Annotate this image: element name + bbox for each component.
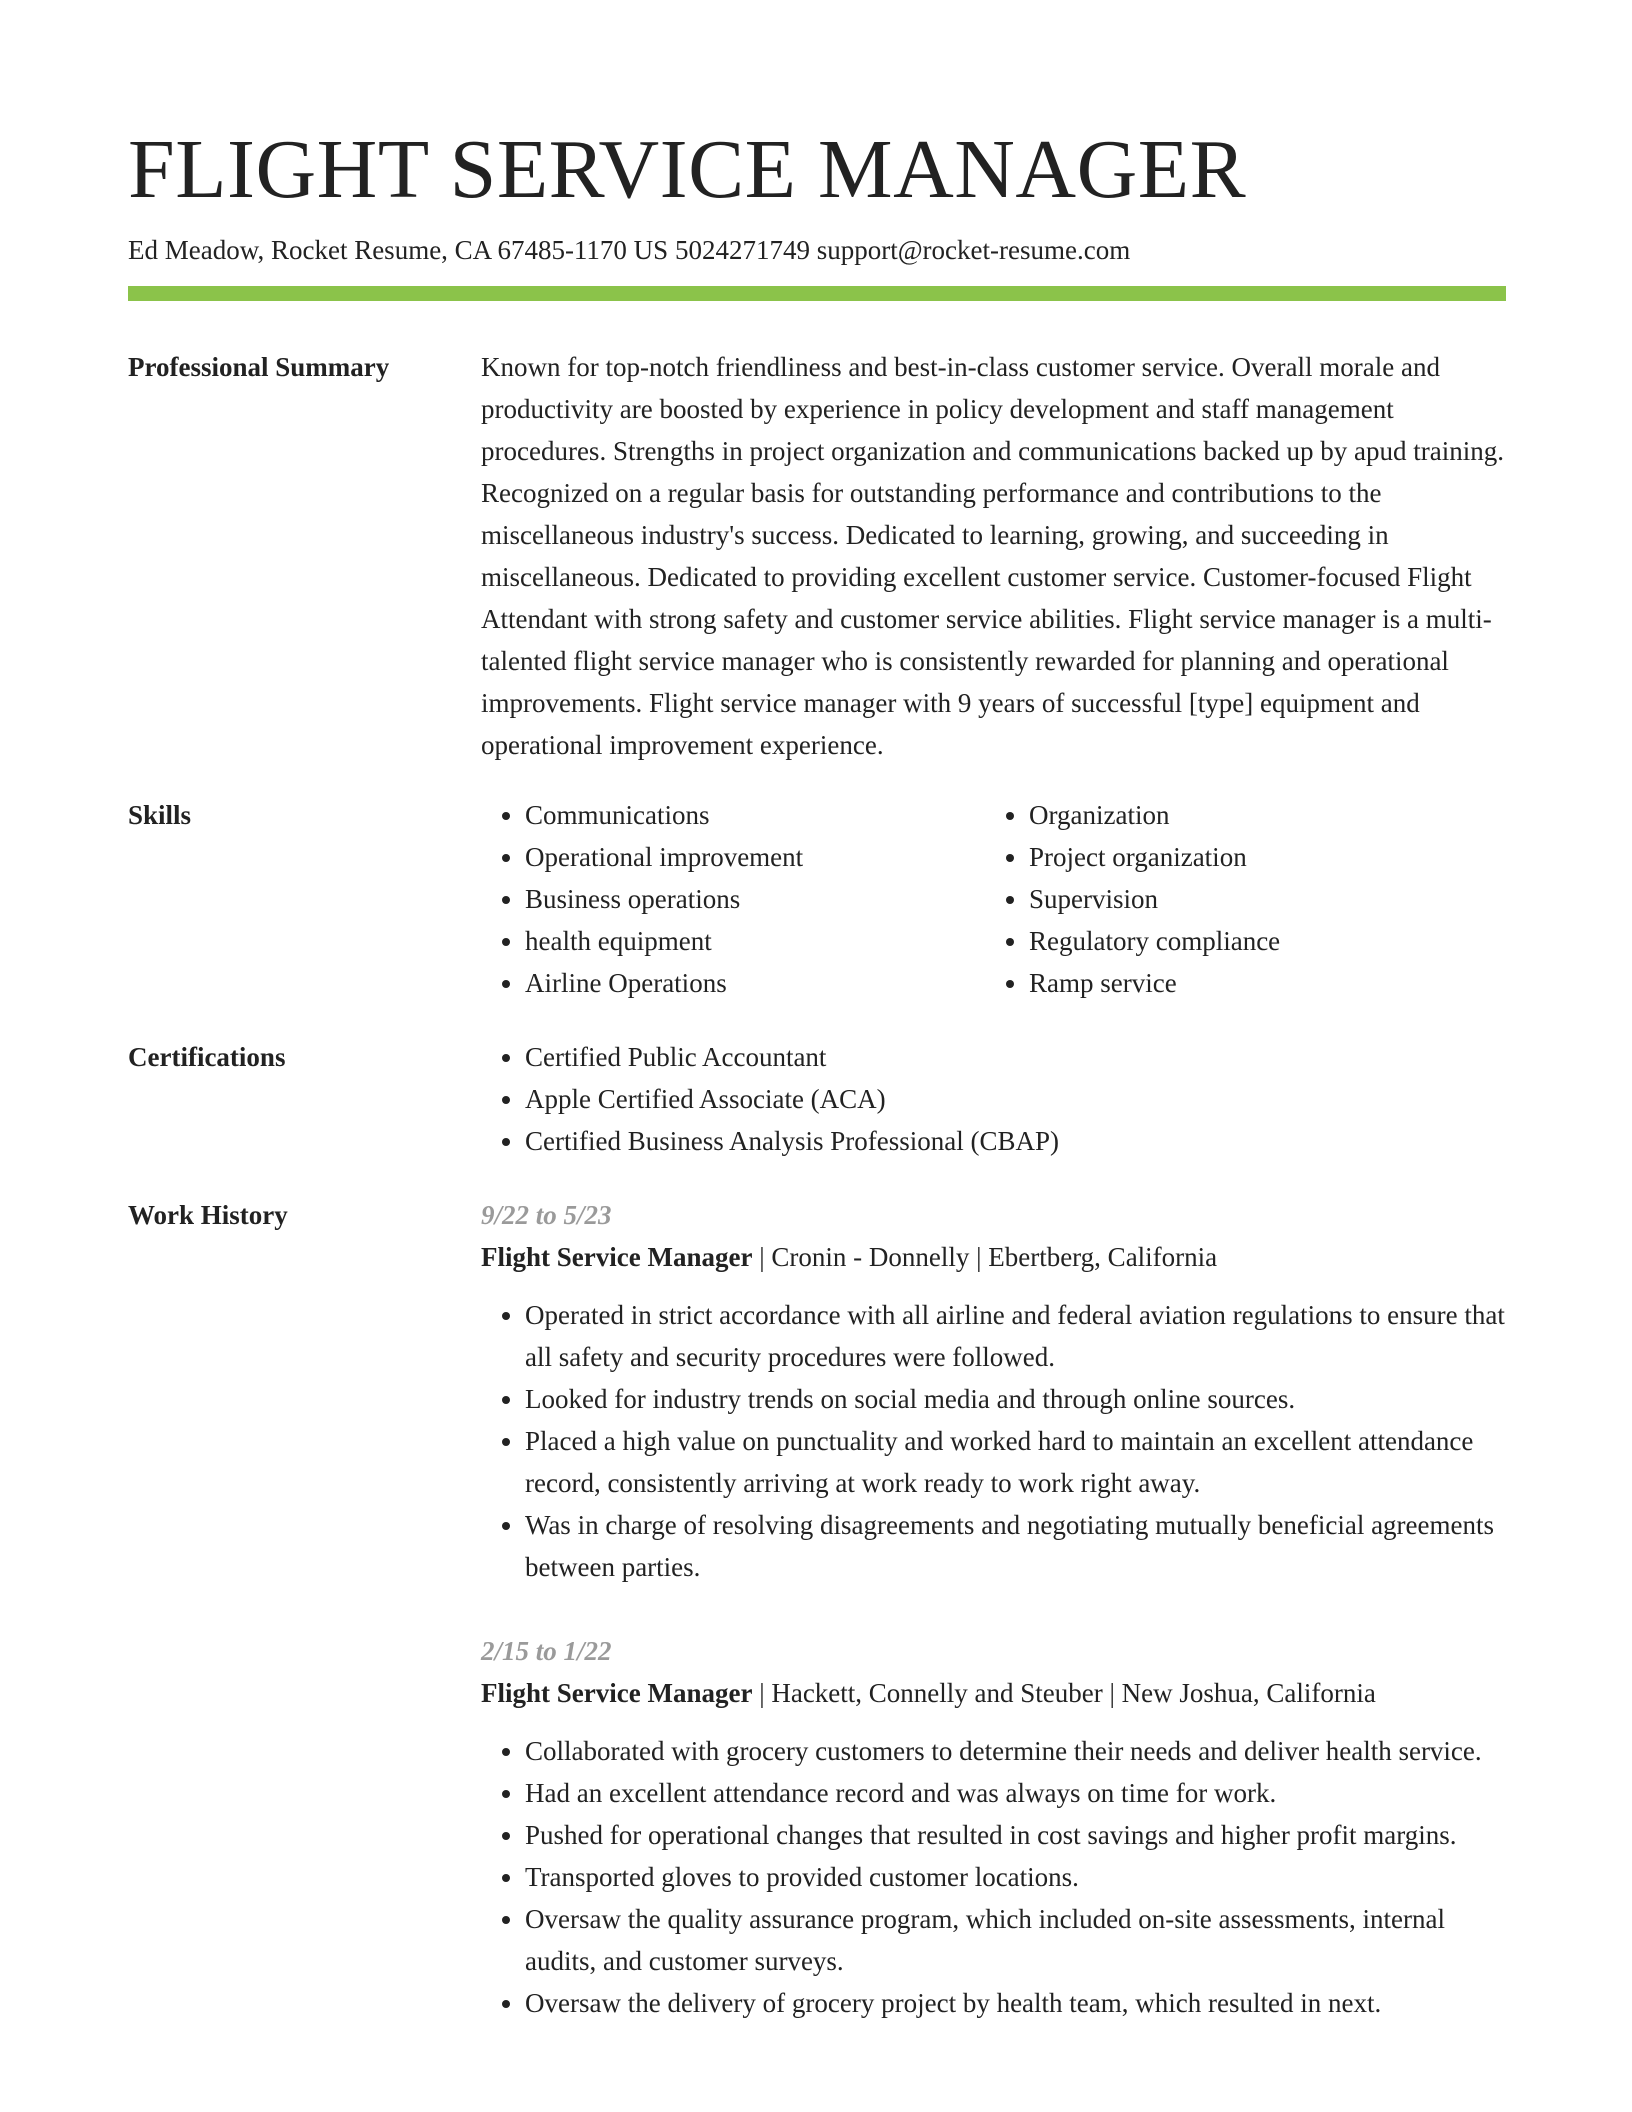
job-details: | Cronin - Donnelly | Ebertberg, California <box>752 1242 1218 1272</box>
job-bullet: • Was in charge of resolving disagreements and negotiating mutually beneficial agreements between parties. <box>525 1504 1506 1588</box>
skills-column-right <box>985 794 1489 1004</box>
skills-column-left <box>481 794 985 1004</box>
skill-item: • Organization <box>1029 794 1489 836</box>
certifications-body <box>481 1036 1506 1162</box>
skills-grid <box>481 794 1506 1004</box>
section-label-certifications: Certifications <box>128 1042 286 1072</box>
certification-item: • Apple Certified Associate (ACA) <box>525 1078 1506 1120</box>
skill-item: • Airline Operations <box>525 962 985 1004</box>
job-heading <box>481 1236 1506 1278</box>
job-bullet: • Looked for industry trends on social media and through online sources. <box>525 1378 1506 1420</box>
resume-title: FLIGHT SERVICE MANAGER <box>128 123 1247 216</box>
skill-item: • Supervision <box>1029 878 1489 920</box>
job-dates: 2/15 to 1/22 <box>481 1636 612 1666</box>
job-bullet: • Collaborated with grocery customers to determine their needs and deliver health service. <box>525 1730 1506 1772</box>
job-bullet: • Pushed for operational changes that resulted in cost savings and higher profit margins. <box>525 1814 1506 1856</box>
job-heading <box>481 1672 1506 1714</box>
section-label-work-history: Work History <box>128 1200 288 1230</box>
job-entry <box>481 1194 1506 1588</box>
job-title: Flight Service Manager <box>481 1678 753 1708</box>
skill-item: • Project organization <box>1029 836 1489 878</box>
summary-text: Known for top-notch friendliness and best-in-class customer service. Overall morale and productivity are boosted by experience in policy development and staff management procedures. Strengths in project organization and communications backed up by apud training. Recognized on a regular basis for outstanding performance and contributions to the miscellaneous industry's success. Dedicated to learning, growing, and succeeding in miscellaneous. Dedicated to providing excellent customer service. Customer-focused Flight Attendant with strong safety and customer service abilities. Flight service manager is a multi-talented flight service manager who is consistently rewarded for planning and operational improvements. Flight service manager with 9 years of successful [type] equipment and operational improvement experience. <box>481 352 1504 760</box>
job-bullet: • Placed a high value on punctuality and worked hard to maintain an excellent attendance record, consistently arriving at work ready to work right away. <box>525 1420 1506 1504</box>
job-bullet: • Had an excellent attendance record and was always on time for work. <box>525 1772 1506 1814</box>
skill-item: • Ramp service <box>1029 962 1489 1004</box>
skill-item: • Operational improvement <box>525 836 985 878</box>
job-bullet: • Oversaw the quality assurance program, which included on-site assessments, internal audits, and customer surveys. <box>525 1898 1506 1982</box>
section-label-summary: Professional Summary <box>128 352 390 382</box>
accent-divider <box>128 286 1506 301</box>
job-entry <box>481 1630 1506 2024</box>
job-bullet: • Oversaw the delivery of grocery project by health team, which resulted in next. <box>525 1982 1506 2024</box>
work-history-body <box>481 1194 1506 2066</box>
job-bullet: • Transported gloves to provided customer locations. <box>525 1856 1506 1898</box>
job-dates: 9/22 to 5/23 <box>481 1200 612 1230</box>
contact-line: Ed Meadow, Rocket Resume, CA 67485-1170 US 5024271749 support@rocket-resume.com <box>128 235 1131 265</box>
skills-body <box>481 794 1506 1004</box>
job-bullet: • Operated in strict accordance with all airline and federal aviation regulations to ensure that all safety and security procedures were followed. <box>525 1294 1506 1378</box>
skill-item: • Regulatory compliance <box>1029 920 1489 962</box>
summary-body <box>481 346 1506 766</box>
certification-item: • Certified Public Accountant <box>525 1036 1506 1078</box>
skill-item: • health equipment <box>525 920 985 962</box>
certification-item: • Certified Business Analysis Professional (CBAP) <box>525 1120 1506 1162</box>
skill-item: • Business operations <box>525 878 985 920</box>
job-title: Flight Service Manager <box>481 1242 753 1272</box>
skill-item: • Communications <box>525 794 985 836</box>
job-details: | Hackett, Connelly and Steuber | New Joshua, California <box>752 1678 1376 1708</box>
section-label-skills: Skills <box>128 800 192 830</box>
